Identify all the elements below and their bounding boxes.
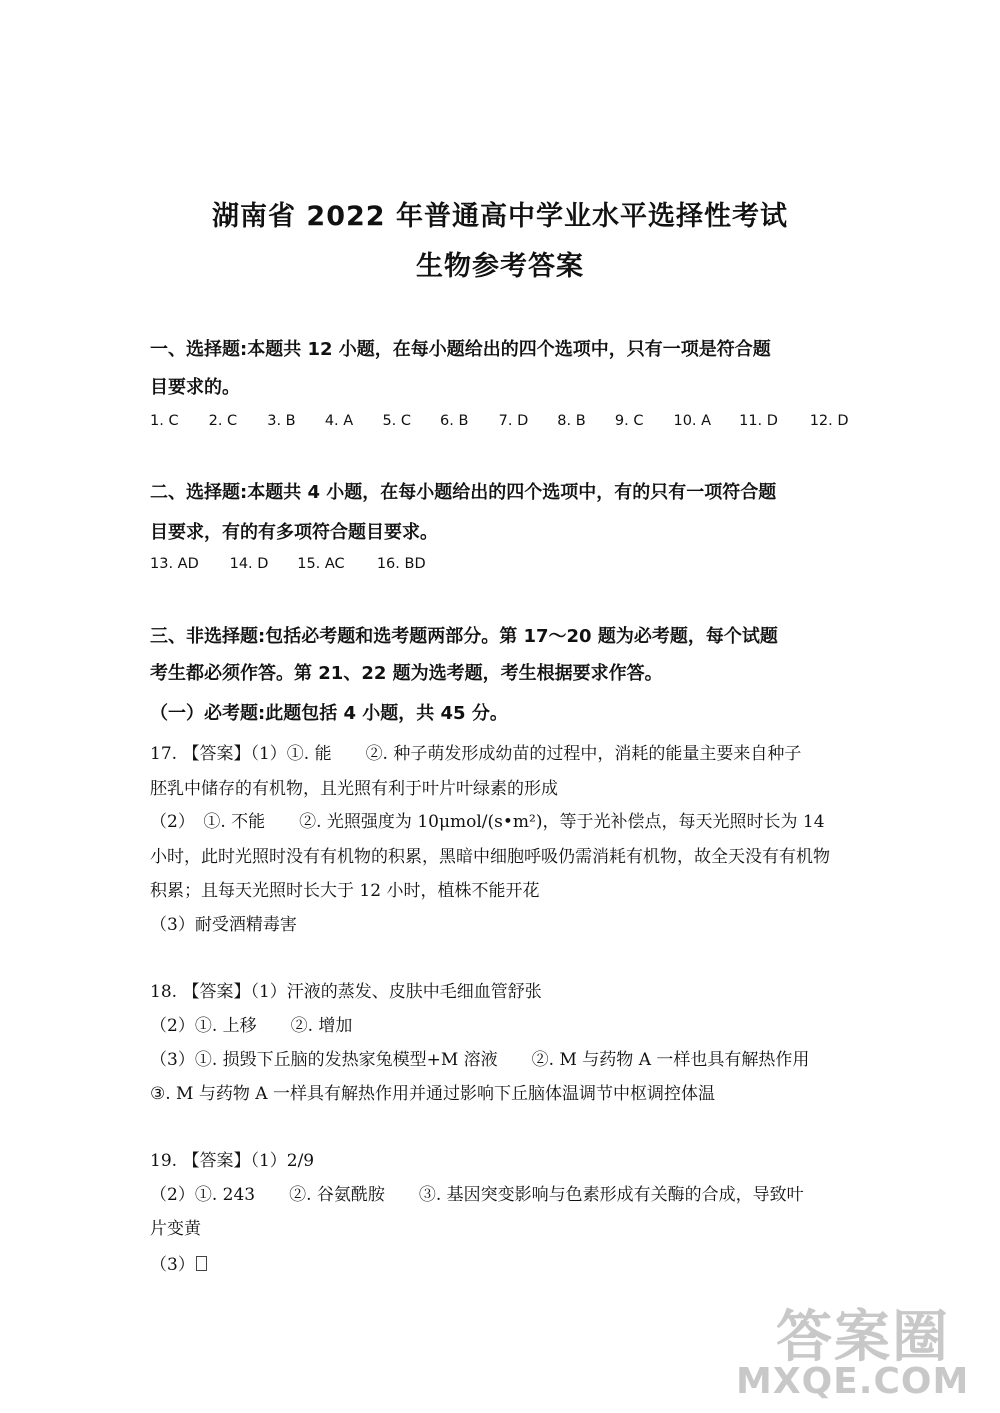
q17-line6: （3）耐受酒精毒害 [150,915,297,935]
answer-item: 14. D [229,556,269,572]
section1-heading-line2: 目要求的。 [150,377,240,398]
answer-item: 6. B [440,413,469,429]
q18-line4: ③. M 与药物 A 一样具有解热作用并通过影响下丘脑体温调节中枢调控体温 [150,1084,715,1104]
answer-item: 9. C [614,413,644,429]
q19-line4-label: （3） [150,1255,195,1275]
answer-item: 13. AD [150,556,199,572]
q17-line3: （2） ①. 不能 ②. 光照强度为 10μmol/(s•m²)，等于光补偿点，每天光照时长为 14 [150,812,825,832]
watermark-top-text: 答案圈 [776,1305,950,1370]
q17-line5: 积累；且每天光照时长大于 12 小时，植株不能开花 [150,881,540,901]
section2-heading-line2: 目要求，有的有多项符合题目要求。 [150,522,438,543]
answer-item: 8. B [557,413,586,429]
missing-glyph-icon [196,1256,207,1271]
q19-line1: 19. 【答案】（1）2/9 [150,1151,315,1171]
answer-item: 16. BD [376,556,426,572]
document-title: 湖南省 2022 年普通高中学业水平选择性考试 [212,201,788,232]
section2-answers [150,556,437,572]
q19-line4 [150,1250,207,1275]
answer-item: 5. C [382,413,412,429]
section3-heading-line1: 三、非选择题:包括必考题和选考题两部分。第 17～20 题为必考题，每个试题 [150,626,778,647]
q19-line2: （2）①. 243 ②. 谷氨酰胺 ③. 基因突变影响与色素形成有关酶的合成，导致叶 [150,1185,804,1205]
answer-item: 15. AC [297,556,345,572]
answer-item: 4. A [324,413,354,429]
watermark-logo [736,1293,986,1409]
watermark-bottom-text: MXQE.COM [736,1361,970,1402]
answer-item: 2. C [208,413,238,429]
q18-line3: （3）①. 损毁下丘脑的发热家兔模型+M 溶液 ②. M 与药物 A 一样也具有解热作用 [150,1050,810,1070]
q18-line1: 18. 【答案】（1）汗液的蒸发、皮肤中毛细血管舒张 [150,982,542,1002]
answer-item: 7. D [498,413,529,429]
section3-heading-line2: 考生都必须作答。第 21、22 题为选考题，考生根据要求作答。 [150,663,663,684]
q19-line3: 片变黄 [150,1219,201,1239]
q17-line4: 小时，此时光照时没有有机物的积累，黑暗中细胞呼吸仍需消耗有机物，故全天没有有机物 [150,847,830,867]
section2-heading-line1: 二、选择题:本题共 4 小题，在每小题给出的四个选项中，有的只有一项符合题 [150,482,777,503]
answer-item: 1. C [150,413,179,429]
answer-item: 11. D [739,413,778,429]
section1-heading-line1: 一、选择题:本题共 12 小题，在每小题给出的四个选项中，只有一项是符合题 [150,339,771,360]
section1-answers [150,413,860,429]
answer-item: 3. B [267,413,296,429]
answer-item: 12. D [809,413,849,429]
q18-line2: （2）①. 上移 ②. 增加 [150,1016,353,1036]
q17-line1: 17. 【答案】（1）①. 能 ②. 种子萌发形成幼苗的过程中，消耗的能量主要来自种子 [150,744,802,764]
answer-item: 10. A [673,413,712,429]
q17-line2: 胚乳中储存的有机物，且光照有利于叶片叶绿素的形成 [150,779,558,799]
section3-subheading: （一）必考题:此题包括 4 小题，共 45 分。 [150,703,508,724]
document-subtitle: 生物参考答案 [416,251,584,282]
